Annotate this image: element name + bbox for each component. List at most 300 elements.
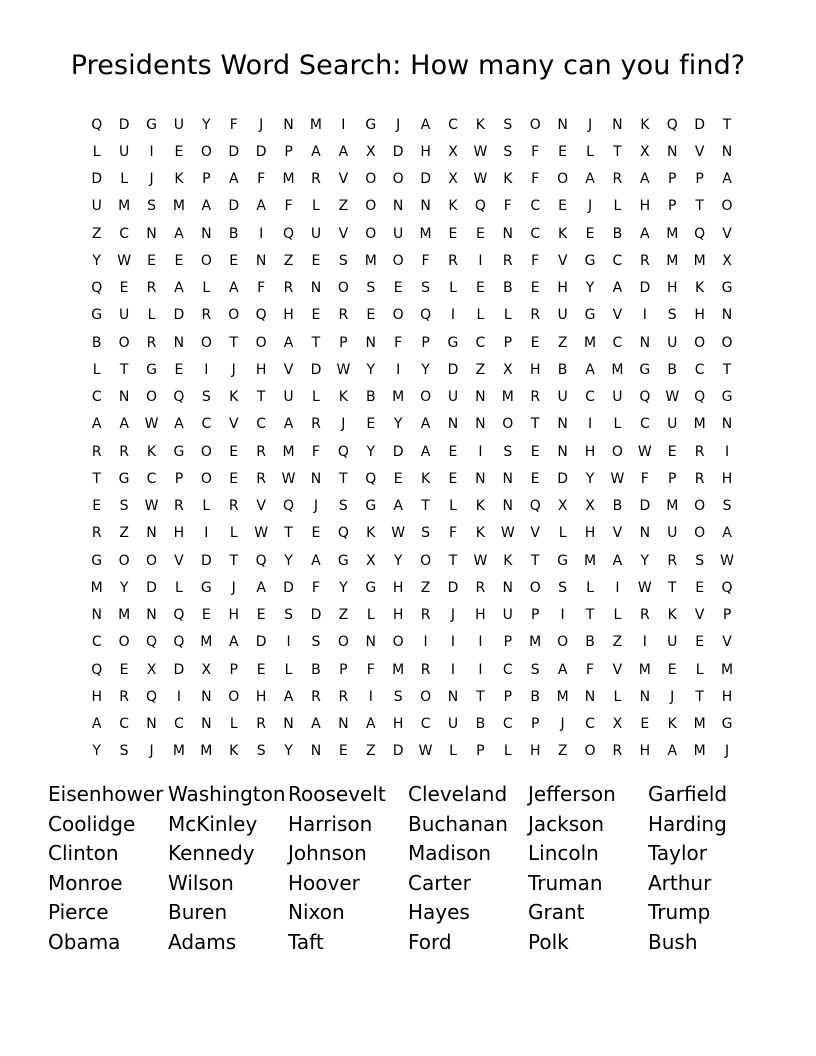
grid-cell: E [530,470,540,487]
grid-cell: G [146,361,157,378]
grid-cell: W [117,252,132,269]
grid-row [83,411,743,438]
grid-cell: E [393,280,403,297]
grid-cell: S [530,661,540,678]
grid-cell: B [475,716,486,733]
grid-cell: W [418,743,433,760]
grid-cell: A [722,525,732,542]
grid-cell: O [200,334,212,351]
grid-cell: X [448,143,458,160]
word-list-item: Buchanan [408,811,508,836]
grid-cell: F [229,116,238,133]
grid-cell: O [200,443,212,460]
grid-cell: R [228,498,239,515]
grid-row [83,656,743,683]
word-list-item: Bush [648,929,698,954]
grid-cell: H [255,361,267,378]
grid-cell: Q [420,307,432,324]
grid-cell: M [611,361,624,378]
grid-cell: E [201,607,211,624]
grid-cell: R [146,280,157,297]
grid-cell: R [667,552,678,569]
grid-cell: L [613,416,622,433]
grid-cell: H [420,143,431,160]
grid-cell: R [283,280,294,297]
word-list-item: Monroe [48,870,123,895]
grid-cell: C [694,361,705,378]
letter-grid [83,111,743,765]
grid-cell: O [694,498,706,515]
grid-cell: V [612,661,623,678]
grid-cell: C [256,416,267,433]
grid-cell: E [174,252,184,269]
grid-cell: M [364,252,377,269]
grid-cell: L [202,280,211,297]
grid-row [83,629,743,656]
grid-cell: T [448,552,458,569]
grid-cell: G [557,552,569,569]
grid-cell: O [529,579,541,596]
grid-cell: C [119,716,129,733]
grid-cell: F [448,525,458,542]
grid-cell: N [310,470,322,487]
grid-cell: H [721,688,733,705]
grid-cell: V [174,552,184,569]
grid-cell: G [584,252,596,269]
grid-cell: A [420,416,431,433]
grid-cell: O [200,143,212,160]
grid-cell: S [503,143,513,160]
grid-cell: C [146,470,157,487]
grid-row [83,438,743,465]
grid-cell: N [420,198,431,215]
grid-cell: I [478,661,483,678]
grid-cell: N [310,743,322,760]
grid-row [83,711,743,738]
grid-cell: A [283,334,294,351]
grid-row [83,683,743,710]
grid-cell: R [256,716,266,733]
grid-cell: M [693,716,706,733]
grid-cell: D [694,116,706,133]
grid-cell: U [667,416,678,433]
grid-cell: T [339,470,348,487]
grid-cell: P [503,634,513,651]
grid-cell: O [721,334,733,351]
grid-row [83,520,743,547]
grid-cell: C [174,716,184,733]
grid-cell: M [529,634,542,651]
grid-cell: F [640,470,649,487]
grid-cell: D [91,171,103,188]
grid-cell: V [228,416,239,433]
grid-cell: H [228,607,239,624]
grid-cell: P [722,607,732,624]
grid-cell: N [310,280,322,297]
word-list-item: Buren [168,900,228,925]
grid-cell: N [639,688,651,705]
grid-cell: V [530,525,540,542]
grid-cell: R [201,307,212,324]
grid-cell: Y [202,116,211,133]
grid-cell: A [91,416,102,433]
grid-cell: T [530,552,540,569]
grid-cell: O [146,552,158,569]
grid-cell: H [694,307,705,324]
grid-cell: M [118,607,131,624]
grid-cell: U [118,143,130,160]
grid-cell: I [396,361,401,378]
grid-cell: O [392,307,404,324]
grid-cell: T [284,525,293,542]
word-list-item: Pierce [48,900,109,925]
grid-cell: Q [91,280,103,297]
grid-cell: B [502,280,513,297]
grid-cell: R [338,307,349,324]
grid-cell: H [475,607,486,624]
grid-cell: H [173,525,185,542]
grid-cell: K [695,280,705,297]
grid-cell: L [558,525,567,542]
grid-cell: L [229,716,238,733]
grid-cell: E [147,252,156,269]
grid-cell: N [447,688,459,705]
grid-cell: M [693,252,706,269]
grid-cell: A [420,443,431,460]
grid-cell: U [393,225,404,242]
grid-cell: C [91,389,102,406]
grid-cell: S [503,116,513,133]
grid-cell: E [667,443,677,460]
grid-cell: O [337,634,349,651]
grid-cell: S [695,552,705,569]
grid-cell: N [91,607,102,624]
grid-cell: E [311,252,321,269]
grid-cell: K [366,525,376,542]
grid-cell: S [503,443,513,460]
grid-cell: E [558,143,568,160]
word-list-item: Adams [168,929,237,954]
grid-cell: C [612,334,623,351]
grid-cell: Q [255,307,267,324]
grid-cell: M [392,389,405,406]
grid-cell: K [640,116,650,133]
grid-cell: E [229,252,239,269]
grid-cell: J [587,198,593,215]
grid-cell: R [694,443,705,460]
grid-cell: A [228,280,239,297]
grid-cell: N [146,607,157,624]
grid-cell: A [311,143,321,160]
grid-cell: M [172,743,185,760]
grid-cell: T [530,416,540,433]
grid-cell: V [338,171,349,188]
grid-cell: E [119,661,129,678]
grid-cell: Y [640,552,650,569]
grid-cell: I [176,688,181,705]
grid-cell: Q [639,389,651,406]
grid-cell: P [503,688,513,705]
grid-cell: A [612,552,623,569]
grid-cell: X [585,498,595,515]
grid-cell: X [448,171,458,188]
grid-cell: Y [339,579,348,596]
grid-cell: O [200,252,212,269]
grid-cell: G [365,498,377,515]
grid-cell: U [612,389,623,406]
grid-cell: V [256,498,266,515]
grid-cell: O [337,280,349,297]
grid-cell: Y [585,470,595,487]
grid-cell: V [722,634,732,651]
grid-cell: A [585,171,595,188]
grid-cell: I [204,525,209,542]
grid-cell: D [447,361,459,378]
grid-cell: Y [284,743,293,760]
grid-cell: Q [365,470,377,487]
word-list-item: Truman [528,870,603,895]
grid-cell: S [284,607,293,624]
grid-cell: M [721,661,734,678]
grid-row [83,193,743,220]
grid-cell: N [502,579,514,596]
grid-cell: Y [585,280,595,297]
grid-cell: R [475,579,486,596]
grid-cell: B [612,498,623,515]
grid-cell: W [665,389,680,406]
grid-cell: N [557,116,568,133]
grid-cell: M [556,688,569,705]
word-list-item: Harding [648,811,727,836]
grid-cell: O [420,389,432,406]
grid-cell: Z [557,743,568,760]
grid-cell: S [119,743,129,760]
grid-cell: P [339,334,348,351]
word-list-item: Trump [648,900,711,925]
grid-cell: I [642,634,647,651]
grid-cell: F [531,252,540,269]
grid-cell: Z [557,334,568,351]
grid-cell: F [257,171,266,188]
grid-cell: E [448,470,458,487]
grid-cell: I [642,307,647,324]
grid-cell: J [450,607,456,624]
grid-cell: X [557,498,568,515]
grid-cell: R [639,607,650,624]
grid-cell: O [365,171,377,188]
grid-cell: Z [119,525,129,542]
grid-cell: V [612,307,623,324]
grid-cell: G [91,552,103,569]
grid-cell: M [282,171,295,188]
grid-cell: H [392,579,404,596]
grid-cell: L [586,579,594,596]
grid-cell: K [420,470,431,487]
grid-cell: S [366,280,376,297]
grid-cell: A [174,225,184,242]
grid-cell: X [640,143,650,160]
grid-cell: K [448,198,458,215]
grid-cell: V [338,225,349,242]
grid-cell: W [254,525,269,542]
grid-cell: R [502,252,513,269]
grid-cell: O [529,116,541,133]
grid-cell: M [693,416,706,433]
grid-cell: N [557,443,568,460]
grid-cell: D [639,498,651,515]
grid-cell: N [201,225,212,242]
grid-cell: Q [173,634,185,651]
grid-cell: G [447,334,459,351]
grid-cell: N [639,334,651,351]
grid-cell: O [557,634,569,651]
grid-cell: J [313,498,319,515]
grid-cell: O [118,552,130,569]
grid-cell: U [557,307,568,324]
grid-cell: A [420,116,431,133]
grid-cell: Q [694,225,706,242]
word-list [48,780,768,958]
grid-cell: F [585,661,595,678]
grid-cell: I [724,443,730,460]
grid-cell: N [255,252,267,269]
grid-cell: D [228,143,240,160]
grid-cell: A [256,579,266,596]
grid-cell: D [392,443,404,460]
grid-cell: P [668,171,677,188]
grid-cell: G [365,116,377,133]
grid-cell: C [502,716,513,733]
grid-cell: H [283,307,294,324]
grid-cell: Y [92,743,101,760]
grid-cell: B [612,225,623,242]
grid-cell: I [450,661,456,678]
grid-cell: N [365,334,376,351]
grid-cell: E [530,334,540,351]
grid-cell: O [584,743,596,760]
grid-cell: L [613,198,622,215]
grid-cell: O [365,225,377,242]
grid-cell: O [392,634,404,651]
grid-cell: W [637,579,652,596]
grid-row [83,166,743,193]
grid-cell: V [557,252,568,269]
grid-cell: R [146,334,157,351]
grid-cell: K [503,171,513,188]
grid-cell: F [311,579,320,596]
grid-cell: X [201,661,212,678]
grid-cell: U [447,716,459,733]
grid-cell: H [529,361,541,378]
grid-cell: B [557,361,568,378]
grid-row [83,220,743,247]
grid-cell: F [503,198,512,215]
grid-cell: O [611,443,623,460]
grid-cell: D [228,198,240,215]
grid-cell: W [144,498,159,515]
grid-cell: N [475,470,486,487]
grid-cell: A [557,661,568,678]
grid-cell: N [173,334,185,351]
grid-cell: M [419,225,432,242]
grid-cell: R [612,743,623,760]
grid-cell: J [560,716,565,733]
grid-cell: G [721,389,733,406]
grid-cell: K [667,607,677,624]
grid-cell: M [693,743,706,760]
grid-cell: C [585,716,595,733]
grid-cell: R [448,252,458,269]
grid-cell: M [392,661,405,678]
grid-cell: K [338,389,348,406]
grid-cell: P [530,607,540,624]
grid-cell: C [585,389,595,406]
grid-cell: N [146,225,157,242]
grid-cell: S [311,634,321,651]
word-list-item: Lincoln [528,841,599,866]
grid-cell: C [502,661,513,678]
grid-cell: A [174,416,184,433]
grid-cell: I [450,634,456,651]
grid-cell: S [338,252,348,269]
word-list-item: Johnson [288,841,367,866]
grid-cell: B [585,634,595,651]
grid-cell: L [120,171,129,188]
grid-cell: E [448,443,458,460]
word-list-item: Polk [528,929,569,954]
grid-cell: R [91,525,102,542]
grid-cell: M [172,198,185,215]
grid-cell: P [339,661,348,678]
word-list-item: Hoover [288,870,360,895]
word-list-item: Wilson [168,870,234,895]
grid-cell: I [478,634,483,651]
grid-cell: J [724,743,730,760]
grid-cell: L [476,307,485,324]
grid-cell: L [229,525,238,542]
word-list-item: Roosevelt [288,782,386,806]
grid-cell: H [639,198,651,215]
grid-cell: J [231,579,236,596]
grid-cell: M [309,116,322,133]
grid-cell: W [473,552,488,569]
grid-cell: O [694,525,706,542]
grid-cell: S [558,579,568,596]
grid-cell: T [585,607,595,624]
grid-cell: U [667,525,678,542]
grid-cell: E [393,470,403,487]
grid-cell: L [613,688,622,705]
grid-cell: S [147,198,156,215]
grid-cell: D [639,280,651,297]
grid-cell: C [612,252,623,269]
grid-cell: D [283,579,294,596]
grid-cell: W [473,171,488,188]
grid-cell: L [503,307,512,324]
grid-cell: T [256,389,266,406]
grid-cell: H [529,743,541,760]
grid-cell: A [393,498,403,515]
grid-cell: V [722,225,732,242]
grid-cell: B [228,225,239,242]
grid-cell: N [365,634,376,651]
grid-cell: W [720,552,734,569]
grid-cell: A [256,198,266,215]
grid-cell: A [722,171,732,188]
grid-cell: G [365,579,377,596]
grid-cell: L [147,307,156,324]
grid-cell: R [420,661,431,678]
